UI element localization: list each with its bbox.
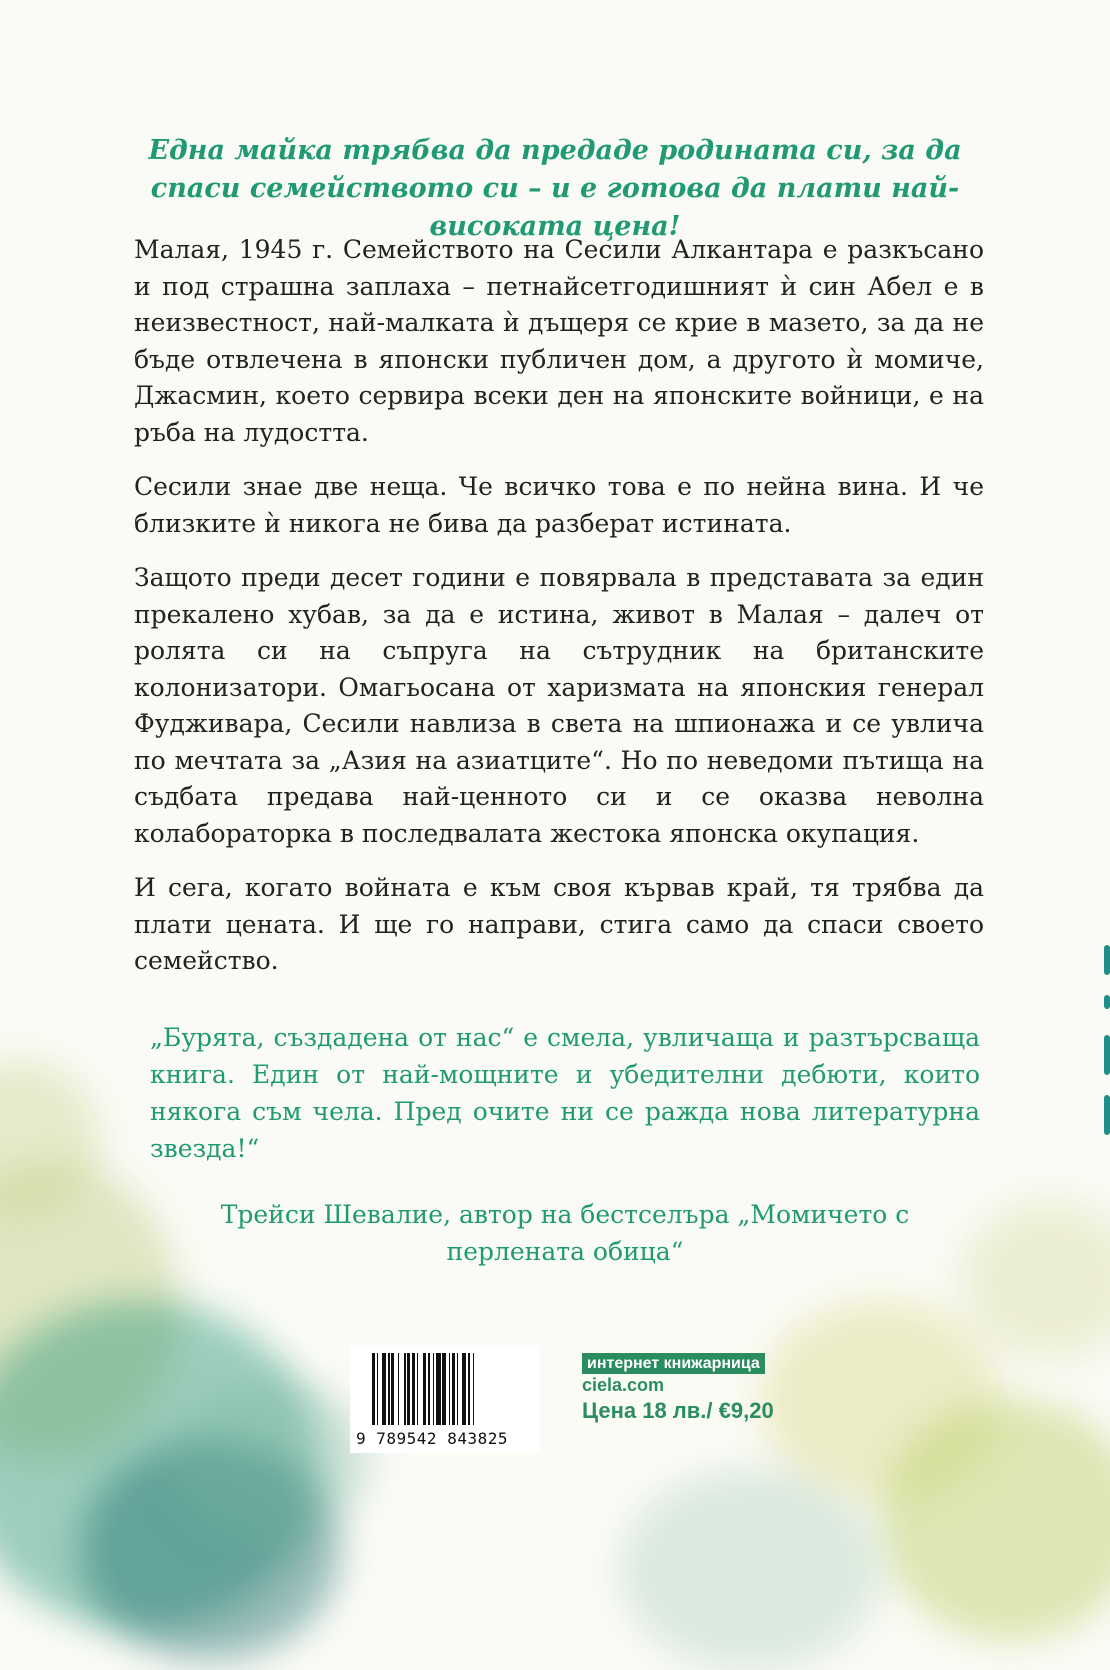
tagline: Една майка трябва да предаде родината си, за да спаси семейството си – и е готова да плати най-високата цена! bbox=[148, 135, 962, 242]
price-label: Цена 18 лв./ €9,20 bbox=[582, 1398, 774, 1423]
spine-decoration bbox=[1098, 945, 1110, 1145]
synopsis-paragraph: Малая, 1945 г. Семейството на Сесили Алкантара е разкъсано и под страшна заплаха – петнайсетгодишният ѝ син Абел е в неизвестност, най-малката ѝ дъщеря се крие в мазето, за да не бъде отвлечена в японски публичен дом, а другото ѝ момиче, Джасмин, което сервира всеки ден на японските войници, е на ръба на лудостта. bbox=[134, 235, 984, 447]
barcode-bar bbox=[423, 1353, 426, 1425]
barcode-bar bbox=[417, 1353, 419, 1425]
barcode-bar bbox=[407, 1353, 410, 1425]
barcode-bar bbox=[457, 1353, 459, 1425]
barcode-bars bbox=[372, 1353, 530, 1425]
review-quote: „Бурята, създадена от нас“ е смела, увличаща и разтърсваща книга. Един от най-мощните и убедителни дебюти, които някога съм чела. Пред очите ни се ражда нова литературна звезда!“ bbox=[150, 1023, 980, 1163]
synopsis bbox=[134, 232, 984, 998]
barcode-bar bbox=[442, 1353, 445, 1425]
barcode-bar bbox=[473, 1353, 475, 1425]
synopsis-paragraph: Защото преди десет години е повярвала в представата за един прекалено хубав, за да е истина, живот в Малая – далеч от ролята си на съпруга на сътрудник на британските колонизатори. Омагьосана от харизмата на японския генерал Фудживара, Сесили навлиза в света на шпионажа и се увлича по мечтата за „Азия на азиатците“. Но по неведоми пътища на съдбата предава най-ценното си и се оказва неволна колабораторка в последвалата жестока японска окупация. bbox=[134, 563, 984, 848]
barcode-bar bbox=[412, 1353, 415, 1425]
synopsis-paragraph: И сега, когато войната е към своя кървав край, тя трябва да плати цената. И ще го направи, стига само да спаси своето семейство. bbox=[134, 873, 984, 975]
barcode-bar bbox=[382, 1353, 387, 1425]
barcode-digits: 9 789542 843825 bbox=[356, 1429, 508, 1448]
barcode-bar bbox=[404, 1353, 406, 1425]
barcode-bar bbox=[449, 1353, 451, 1425]
synopsis-paragraph: Сесили знае две неща. Че всичко това е по нейна вина. И че близките ѝ никога не бива да разберат истината. bbox=[134, 472, 984, 538]
barcode-bar bbox=[436, 1353, 441, 1425]
barcode-bar bbox=[398, 1353, 400, 1425]
barcode-bar bbox=[372, 1353, 375, 1425]
shop-label: интернет книжарница bbox=[582, 1353, 765, 1374]
barcode-bar bbox=[433, 1353, 435, 1425]
barcode-bar bbox=[452, 1353, 455, 1425]
quote-attribution: Трейси Шевалие, автор на бестселъра „Момичето с перлената обица“ bbox=[220, 1200, 910, 1266]
barcode-bar bbox=[468, 1353, 470, 1425]
barcode bbox=[350, 1345, 540, 1453]
shop-website: ciela.com bbox=[582, 1375, 665, 1395]
barcode-bar bbox=[391, 1353, 394, 1425]
barcode-bar bbox=[388, 1353, 390, 1425]
barcode-bar bbox=[377, 1353, 379, 1425]
barcode-bar bbox=[462, 1353, 467, 1425]
barcode-bar bbox=[428, 1353, 430, 1425]
